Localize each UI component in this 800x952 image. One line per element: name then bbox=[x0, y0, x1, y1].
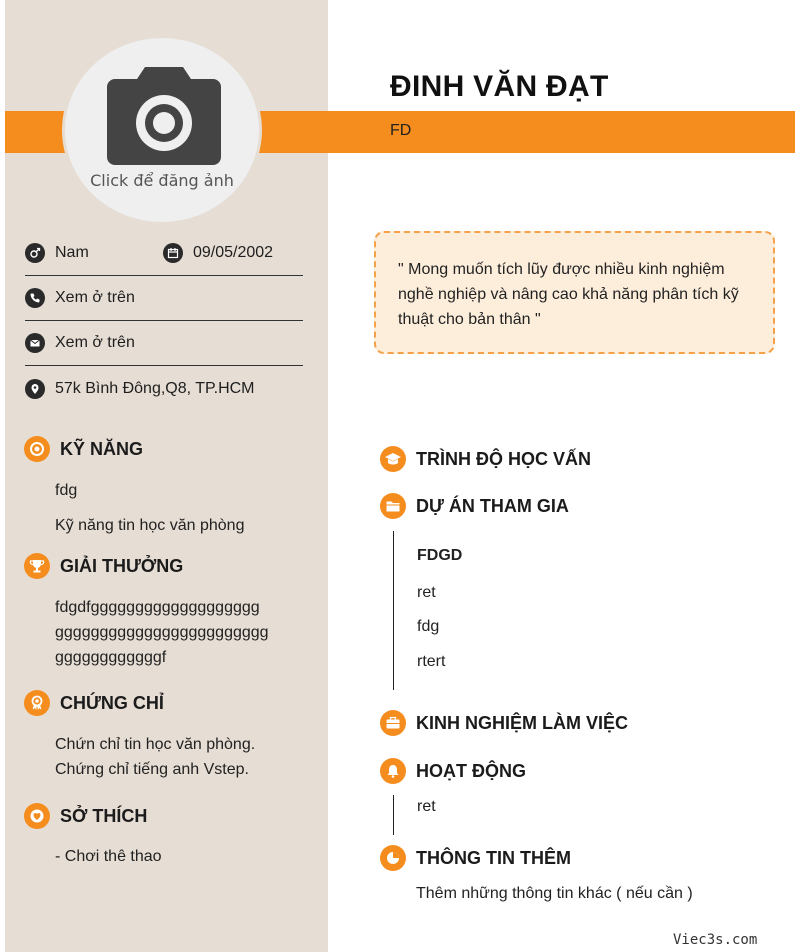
info-icon bbox=[380, 845, 406, 871]
extra-info-heading bbox=[380, 845, 571, 871]
skill-item[interactable]: fdg bbox=[55, 482, 78, 499]
phone-row bbox=[25, 276, 303, 321]
watermark: Viec3s.com bbox=[673, 932, 758, 948]
location-icon bbox=[25, 379, 45, 399]
project-line[interactable]: rtert bbox=[417, 653, 446, 670]
experience-heading bbox=[380, 710, 628, 736]
trophy-icon bbox=[24, 553, 50, 579]
extra-info-text[interactable]: Thêm những thông tin khác ( nếu cần ) bbox=[416, 885, 693, 902]
avatar-upload[interactable] bbox=[62, 35, 262, 225]
activities-heading bbox=[380, 758, 526, 784]
skill-item[interactable]: Kỹ năng tin học văn phòng bbox=[55, 517, 245, 534]
hobbies-text[interactable]: - Chơi thê thao bbox=[55, 848, 162, 865]
calendar-icon bbox=[163, 243, 183, 263]
projects-timeline bbox=[393, 531, 394, 690]
folder-icon bbox=[380, 493, 406, 519]
activities-title: HOẠT ĐỘNG bbox=[416, 760, 526, 781]
projects-heading bbox=[380, 493, 569, 519]
certificates-heading bbox=[24, 690, 164, 716]
skills-title: KỸ NĂNG bbox=[60, 438, 144, 459]
briefcase-icon bbox=[380, 710, 406, 736]
address-value[interactable]: 57k Bình Đông,Q8, TP.HCM bbox=[55, 379, 255, 397]
target-icon bbox=[24, 436, 50, 462]
certificates-text[interactable] bbox=[55, 732, 255, 782]
project-name[interactable]: FDGD bbox=[417, 547, 463, 564]
heart-icon bbox=[24, 803, 50, 829]
address-row bbox=[25, 366, 303, 411]
certificates-title: CHỨNG CHỈ bbox=[60, 692, 164, 713]
phone-icon bbox=[25, 288, 45, 308]
awards-text[interactable] bbox=[55, 595, 269, 670]
birthday-value[interactable]: 09/05/2002 bbox=[193, 244, 274, 261]
extra-info-title: THÔNG TIN THÊM bbox=[416, 847, 571, 868]
gender-value[interactable]: Nam bbox=[55, 244, 89, 261]
bell-icon bbox=[380, 758, 406, 784]
activity-line[interactable]: ret bbox=[417, 798, 436, 815]
medal-icon bbox=[24, 690, 50, 716]
awards-line: fdgdfggggggggggggggggggg bbox=[55, 599, 260, 616]
project-line[interactable]: fdg bbox=[417, 618, 440, 635]
hobbies-heading bbox=[24, 803, 147, 829]
gender-birthday-row bbox=[25, 231, 303, 276]
awards-title: GIẢI THƯỞNG bbox=[60, 555, 184, 576]
gender-icon bbox=[25, 243, 45, 263]
activities-timeline bbox=[393, 795, 394, 835]
awards-line: ggggggggggggf bbox=[55, 649, 167, 666]
awards-line: gggggggggggggggggggggggg bbox=[55, 624, 269, 641]
skills-heading bbox=[24, 436, 143, 462]
phone-value[interactable]: Xem ở trên bbox=[55, 289, 135, 306]
email-icon bbox=[25, 333, 45, 353]
experience-title: KINH NGHIỆM LÀM VIỆC bbox=[416, 712, 629, 733]
projects-title: DỰ ÁN THAM GIA bbox=[416, 495, 569, 516]
full-name[interactable]: ĐINH VĂN ĐẠT bbox=[390, 70, 609, 103]
education-title: TRÌNH ĐỘ HỌC VẤN bbox=[416, 448, 591, 469]
avatar-hint: Click để đăng ảnh bbox=[90, 171, 234, 190]
graduation-cap-icon bbox=[380, 446, 406, 472]
project-line[interactable]: ret bbox=[417, 584, 436, 601]
email-row bbox=[25, 321, 303, 366]
email-value[interactable]: Xem ở trên bbox=[55, 334, 135, 351]
job-position[interactable]: FD bbox=[390, 122, 412, 139]
career-objective[interactable]: " Mong muốn tích lũy được nhiều kinh nghiệm nghề nghiệp và nâng cao khả năng phân tích kỹ thuật cho bản thân " bbox=[374, 231, 775, 354]
certificate-line: Chứn chỉ tin học văn phòng. bbox=[55, 736, 256, 753]
camera-icon bbox=[107, 65, 221, 165]
hobbies-title: SỞ THÍCH bbox=[60, 805, 148, 826]
awards-heading bbox=[24, 553, 183, 579]
education-heading bbox=[380, 446, 591, 472]
certificate-line: Chứng chỉ tiếng anh Vstep. bbox=[55, 761, 249, 778]
